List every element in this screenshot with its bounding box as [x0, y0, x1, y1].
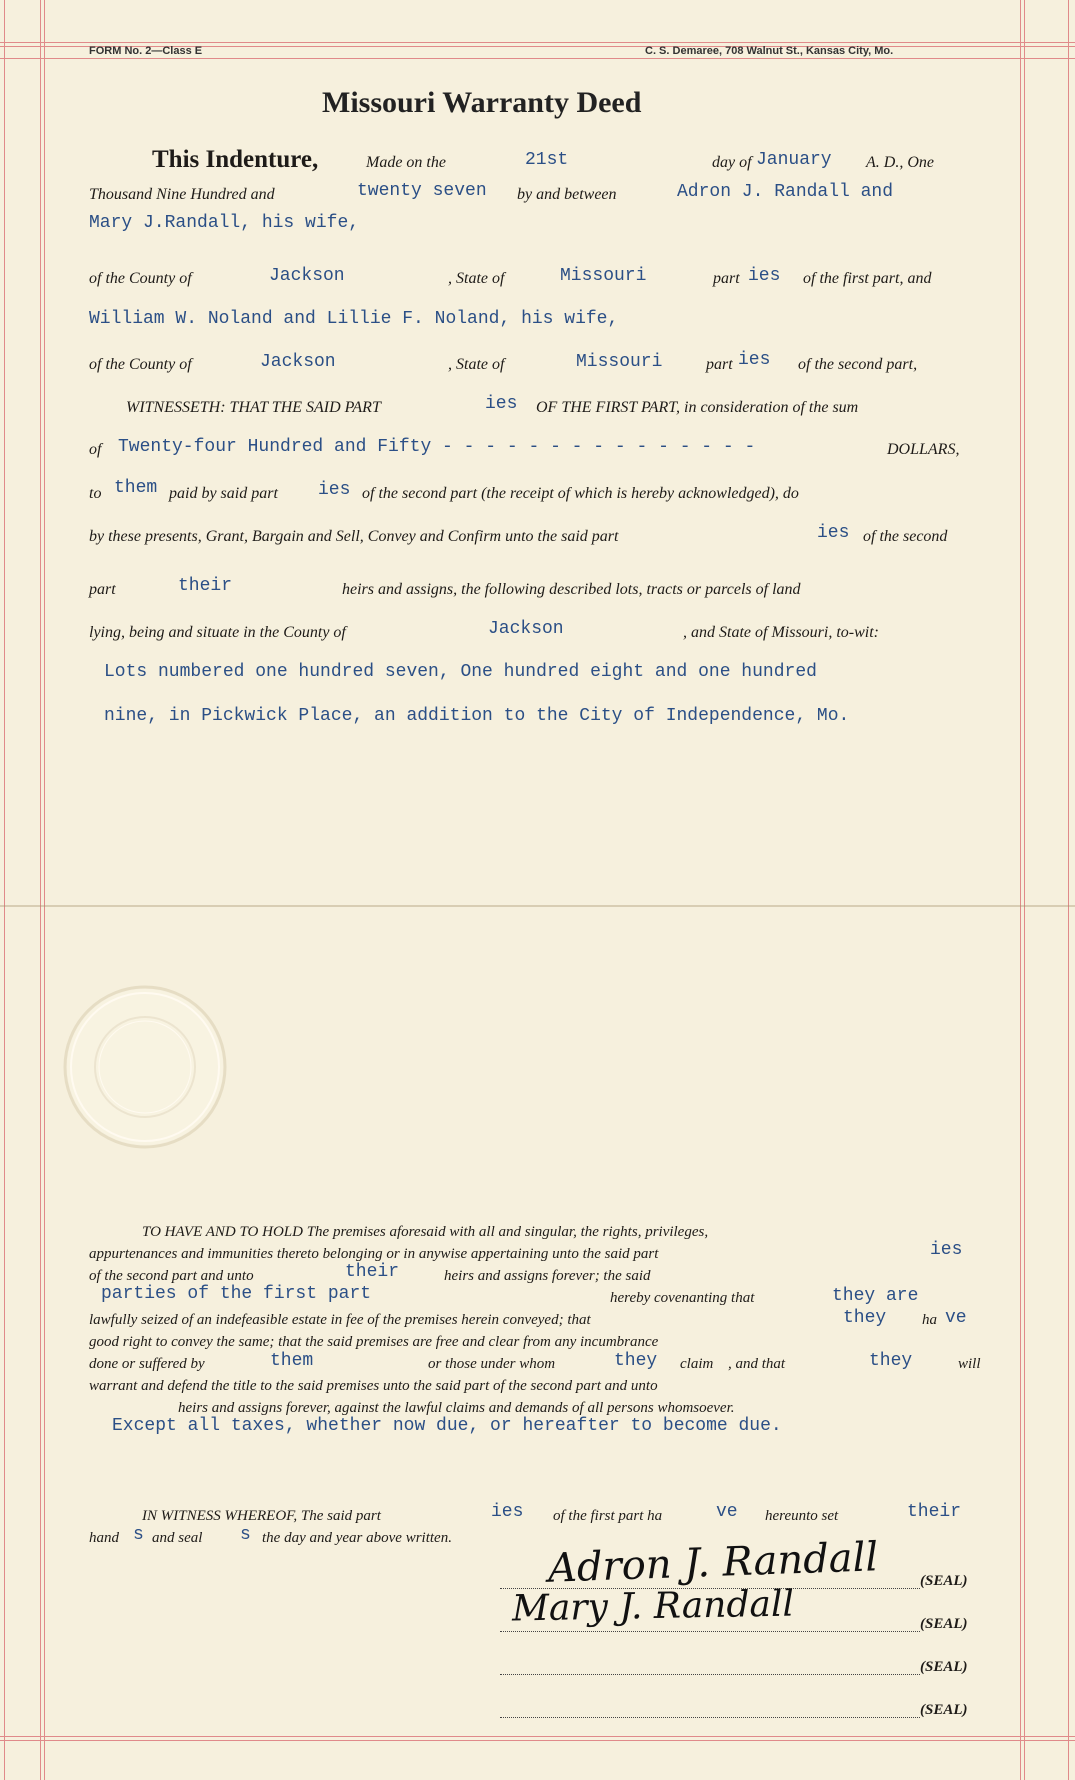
text-county-of-1: of the County of [89, 270, 192, 287]
signature-line-4 [500, 1717, 920, 1718]
habendum-line-3b: heirs and assigns forever; the said [444, 1268, 651, 1284]
text-of-second: of the second [863, 528, 948, 545]
field-paid-suffix: ies [318, 480, 351, 500]
paper-fold [0, 905, 1075, 907]
text-to: to [89, 485, 102, 502]
witness-line-2c: the day and year above written. [262, 1530, 452, 1546]
text-part-1: part [713, 270, 740, 287]
habendum-fill-their: their [345, 1262, 400, 1282]
indenture-heading: This Indenture, [152, 146, 319, 173]
text-part-3: part [89, 581, 116, 598]
seal-label-1: (SEAL) [920, 1573, 968, 1589]
text-heirs-assigns: heirs and assigns, the following described lots, tracts or parcels of land [342, 581, 801, 598]
field-county-3: Jackson [488, 619, 564, 639]
field-their-1: their [178, 576, 233, 596]
habendum-line-7b: or those under whom [428, 1356, 556, 1372]
witness-fill-s-2: s [240, 1525, 251, 1545]
bottom-rule-1 [0, 1736, 1075, 1737]
text-consideration: OF THE FIRST PART, in consideration of the sum [536, 399, 859, 416]
field-state-2: Missouri [576, 352, 663, 372]
text-ad-one: A. D., One [866, 154, 934, 171]
habendum-line-4b: hereby covenanting that [610, 1290, 755, 1306]
habendum-line-1: TO HAVE AND TO HOLD The premises aforesaid with all and singular, the rights, privileges, [142, 1224, 709, 1240]
habendum-line-7d: , and that [728, 1356, 786, 1372]
field-county-1: Jackson [269, 266, 345, 286]
field-grant-suffix: ies [817, 523, 850, 543]
text-state-of-1: , State of [448, 270, 505, 287]
witness-line-2b: and seal [152, 1530, 203, 1546]
page-title: Missouri Warranty Deed [322, 86, 642, 119]
witness-fill-ve: ve [716, 1502, 738, 1522]
field-grantee: William W. Noland and Lillie F. Noland, his wife, [89, 309, 619, 329]
witness-fill-their: their [907, 1502, 962, 1522]
habendum-line-8: warrant and defend the title to the said premises unto the said part of the second part and unto [89, 1378, 658, 1394]
signature-adron-randall: Adron J. Randall [547, 1534, 879, 1592]
field-amount: Twenty-four Hundred and Fifty - - - - - - - - - - - - - - - [118, 437, 756, 457]
witness-line-1a: IN WITNESS WHEREOF, The said part [142, 1508, 381, 1524]
habendum-fill-ve-1: ve [945, 1308, 967, 1328]
margin-rule-left-2 [44, 0, 45, 1780]
text-by-between: by and between [517, 186, 617, 203]
field-grantor: Adron J. Randall and [677, 182, 894, 202]
habendum-fill-they-2: they [614, 1351, 658, 1371]
signature-line-2 [500, 1631, 920, 1632]
text-lying-situate: lying, being and situate in the County of [89, 624, 346, 641]
text-part-2: part [706, 356, 733, 373]
field-day: 21st [525, 150, 569, 170]
habendum-line-3a: of the second part and unto [89, 1268, 254, 1284]
field-them: them [114, 478, 158, 498]
field-county-2: Jackson [260, 352, 336, 372]
habendum-fill-they-3: they [869, 1351, 913, 1371]
margin-rule-right-outer [1068, 0, 1069, 1780]
habendum-fill-they-1: they [843, 1308, 887, 1328]
property-description-2: nine, in Pickwick Place, an addition to the City of Independence, Mo. [104, 706, 850, 726]
top-rule-1 [0, 42, 1075, 43]
text-of: of [89, 441, 102, 458]
field-part-suffix-1: ies [748, 266, 781, 286]
signature-line-3 [500, 1674, 920, 1675]
seal-label-4: (SEAL) [920, 1702, 968, 1718]
habendum-line-6: good right to convey the same; that the said premises are free and clear from any incumbrance [89, 1334, 659, 1350]
text-made-on: Made on the [366, 154, 446, 171]
habendum-line-7c: claim [680, 1356, 714, 1372]
habendum-fill-they-are: they are [832, 1286, 919, 1306]
text-state-of-2: , State of [448, 356, 505, 373]
seal-label-2: (SEAL) [920, 1616, 968, 1632]
habendum-fill-ies: ies [930, 1240, 963, 1260]
text-second-part: of the second part, [798, 356, 918, 373]
tax-exception: Except all taxes, whether now due, or hereafter to become due. [112, 1416, 782, 1436]
margin-rule-right-1 [1020, 0, 1021, 1780]
seal-label-3: (SEAL) [920, 1659, 968, 1675]
text-receipt: of the second part (the receipt of which is hereby acknowledged), do [362, 485, 799, 502]
field-state-1: Missouri [560, 266, 647, 286]
field-year: twenty seven [357, 181, 487, 201]
habendum-line-7a: done or suffered by [89, 1356, 205, 1372]
text-county-of-2: of the County of [89, 356, 192, 373]
text-witnesseth: WITNESSETH: THAT THE SAID PART [126, 399, 381, 416]
top-rule-3 [0, 58, 1075, 59]
witness-line-2a: hand [89, 1530, 119, 1546]
text-day-of: day of [712, 154, 752, 171]
habendum-line-2: appurtenances and immunities thereto belonging or in anywise appertaining unto the said part [89, 1246, 659, 1262]
text-thousand: Thousand Nine Hundred and [89, 186, 275, 203]
margin-rule-left-1 [40, 0, 41, 1780]
habendum-line-9: heirs and assigns forever, against the lawful claims and demands of all persons whomsoever. [178, 1400, 735, 1416]
field-grantor-cont: Mary J.Randall, his wife, [89, 213, 360, 233]
field-witness-suffix: ies [485, 394, 518, 414]
text-grant-bargain: by these presents, Grant, Bargain and Sell, Convey and Confirm unto the said part [89, 528, 619, 545]
margin-rule-left-outer [4, 0, 5, 1780]
witness-fill-s-1: s [133, 1525, 144, 1545]
signature-mary-randall: Mary J. Randall [511, 1583, 795, 1630]
text-state-towit: , and State of Missouri, to-wit: [683, 624, 879, 641]
field-month: January [756, 150, 832, 170]
witness-line-1c: hereunto set [765, 1508, 839, 1524]
habendum-fill-them: them [270, 1351, 314, 1371]
text-first-part: of the first part, and [803, 270, 932, 287]
text-dollars: DOLLARS, [887, 441, 960, 458]
bottom-rule-2 [0, 1740, 1075, 1741]
habendum-line-5a: lawfully seized of an indefeasible estate in fee of the premises herein conveyed; that [89, 1312, 591, 1328]
text-paid-by: paid by said part [169, 485, 278, 502]
habendum-fill-parties: parties of the first part [101, 1284, 372, 1304]
printer-credit: C. S. Demaree, 708 Walnut St., Kansas City, Mo. [645, 45, 894, 57]
property-description-1: Lots numbered one hundred seven, One hundred eight and one hundred [104, 662, 817, 682]
witness-line-1b: of the first part ha [553, 1508, 663, 1524]
margin-rule-right-2 [1024, 0, 1025, 1780]
form-number: FORM No. 2—Class E [89, 45, 203, 57]
embossed-seal-icon [62, 984, 228, 1150]
habendum-line-5b: ha [922, 1312, 937, 1328]
habendum-line-7e: will [958, 1356, 981, 1372]
field-part-suffix-2: ies [738, 350, 771, 370]
witness-fill-ies: ies [491, 1502, 524, 1522]
